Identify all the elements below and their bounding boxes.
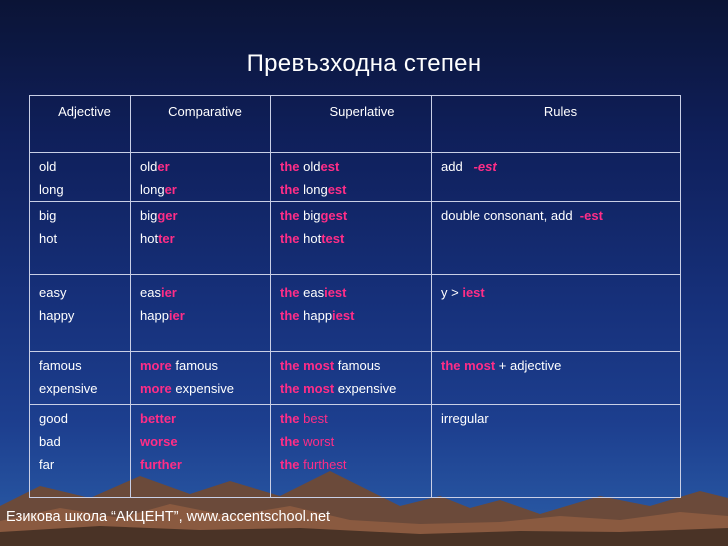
superlative-word: the oldest (280, 159, 340, 174)
superlative-word: the biggest (280, 208, 348, 223)
comparative-word: more expensive (140, 381, 234, 396)
table-row (30, 275, 681, 352)
adjective-word: happy (39, 308, 75, 323)
comparative-word: worse (140, 434, 178, 449)
header-rules: Rules (432, 96, 681, 153)
superlative-cell (271, 405, 432, 498)
superlative-word: the happiest (280, 308, 355, 323)
adjective-cell (30, 153, 131, 202)
adjective-word: bad (39, 434, 61, 449)
adjective-word: hot (39, 231, 58, 246)
table-header-row (30, 96, 681, 153)
table-row (30, 352, 681, 405)
header-adjective: Adjective (30, 96, 131, 153)
comparative-word: hotter (140, 231, 175, 246)
superlative-word: the easiest (280, 285, 347, 300)
comparative-word: bigger (140, 208, 178, 223)
rule-cell (432, 153, 681, 202)
rule-text: double consonant, add -est (441, 208, 603, 223)
comparative-cell (131, 352, 271, 405)
superlative-cell (271, 275, 432, 352)
comparative-word: longer (140, 182, 177, 197)
footer-school-credit: Езикова школа “АКЦЕНТ”, www.accentschool.net (6, 509, 331, 525)
adjective-word: expensive (39, 381, 98, 396)
superlative-cell (271, 352, 432, 405)
superlative-cell (271, 153, 432, 202)
comparative-cell (131, 202, 271, 275)
superlative-word: the worst (280, 434, 335, 449)
adjective-cell (30, 275, 131, 352)
adjective-cell (30, 202, 131, 275)
superlative-word: the best (280, 411, 328, 426)
superlative-word: the most famous (280, 358, 381, 373)
header-comparative: Comparative (131, 96, 271, 153)
rule-cell (432, 352, 681, 405)
comparative-cell (131, 405, 271, 498)
comparative-word: easier (140, 285, 177, 300)
rule-text: the most + adjective (441, 358, 562, 373)
comparative-cell (131, 275, 271, 352)
adjective-word: long (39, 182, 64, 197)
rule-text: add -est (441, 159, 497, 174)
adjective-word: easy (39, 285, 67, 300)
comparative-word: better (140, 411, 177, 426)
grammar-table (29, 95, 681, 498)
rule-cell (432, 405, 681, 498)
header-superlative: Superlative (271, 96, 432, 153)
rule-cell (432, 202, 681, 275)
adjective-word: far (39, 457, 55, 472)
adjective-cell (30, 352, 131, 405)
comparative-word: older (140, 159, 170, 174)
comparative-cell (131, 153, 271, 202)
adjective-cell (30, 405, 131, 498)
adjective-word: famous (39, 358, 82, 373)
superlative-word: the hottest (280, 231, 345, 246)
rule-text: y > iest (441, 285, 485, 300)
superlative-word: the longest (280, 182, 347, 197)
slide-title: Превъзходна степен (246, 50, 482, 77)
comparative-word: further (140, 457, 182, 472)
adjective-word: good (39, 411, 68, 426)
comparative-word: happier (140, 308, 185, 323)
rule-text: irregular (441, 411, 489, 426)
adjective-word: old (39, 159, 57, 174)
table-row (30, 153, 681, 202)
rule-cell (432, 275, 681, 352)
superlative-word: the furthest (280, 457, 347, 472)
superlative-word: the most expensive (280, 381, 397, 396)
superlative-cell (271, 202, 432, 275)
adjective-word: big (39, 208, 57, 223)
table-row (30, 202, 681, 275)
comparative-word: more famous (140, 358, 219, 373)
table-row (30, 405, 681, 498)
